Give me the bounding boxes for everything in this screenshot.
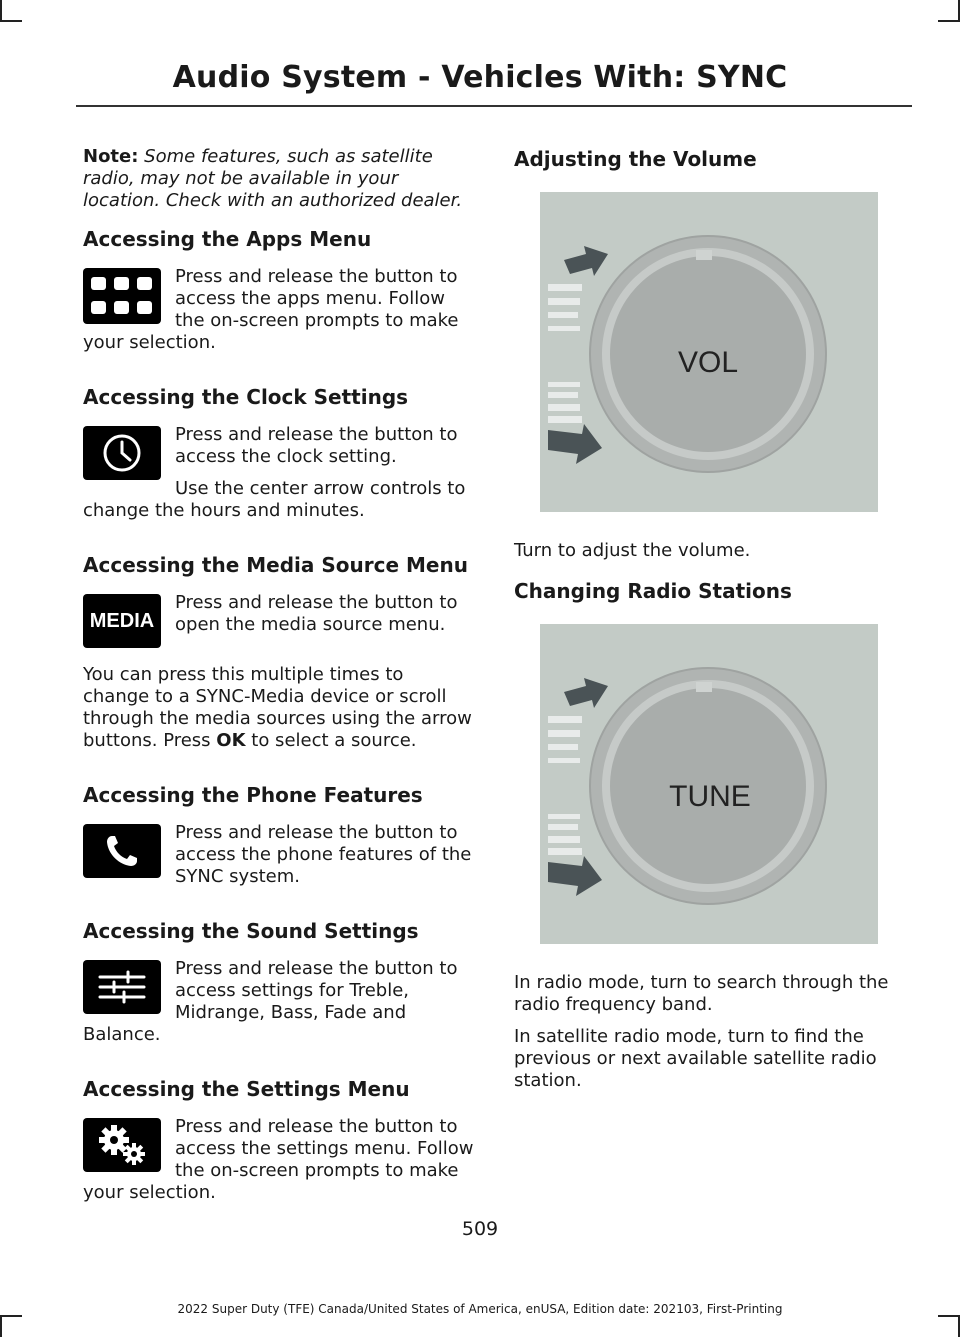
media-icon <box>83 594 161 648</box>
edition-text: 2022 Super Duty (TFE) Canada/United States of America, enUSA, Edition date: 202103, First-Printing <box>177 1302 783 1316</box>
ok-label: OK <box>216 730 246 751</box>
section-text: Press and release the button to access the phone features of the SYNC system. <box>175 822 472 887</box>
section-text: Press and release the button to open the media source menu. <box>175 592 458 635</box>
section-text: Press and release the button to access the clock setting. <box>175 424 458 467</box>
gears-icon <box>83 1118 161 1172</box>
section-text: Press and release the button to access settings for Treble, Midrange, Bass, Fade and Balance. <box>83 958 458 1045</box>
crop-mark <box>0 20 22 22</box>
section-phone-features <box>83 782 475 898</box>
page-title: Audio System - Vehicles With: SYNC <box>172 60 788 95</box>
section-heading: Accessing the Phone Features <box>83 783 423 807</box>
tune-knob-figure <box>540 624 878 944</box>
section-heading: Accessing the Settings Menu <box>83 1077 410 1101</box>
section-clock-settings <box>83 384 475 532</box>
section-heading: Accessing the Clock Settings <box>83 385 409 409</box>
media-icon-label: MEDIA <box>89 609 155 632</box>
section-heading: Accessing the Media Source Menu <box>83 553 468 577</box>
note <box>83 146 475 212</box>
knob-label: VOL <box>677 346 739 379</box>
sliders-icon <box>83 960 161 1014</box>
section-text-2: Use the center arrow controls to change the hours and minutes. <box>83 478 466 521</box>
apps-grid-icon <box>83 268 161 324</box>
section-text-2 <box>83 664 475 752</box>
phone-icon <box>83 824 161 878</box>
text-part: You can press this multiple times to change to a SYNC-Media device or scroll through the media sources using the arrow buttons. Press <box>83 664 472 751</box>
volume-knob-figure <box>540 192 878 512</box>
right-column <box>514 146 906 1102</box>
note-label: Note: <box>83 146 139 167</box>
note-text: Some features, such as satellite radio, may not be available in your location. Check with an authorized dealer. <box>83 146 463 211</box>
crop-mark <box>0 1315 2 1337</box>
left-column <box>83 146 475 1234</box>
crop-mark <box>0 0 2 22</box>
section-settings-menu <box>83 1076 475 1214</box>
crop-mark <box>938 20 960 22</box>
section-media-source <box>83 552 475 762</box>
tune-text-2: In satellite radio mode, turn to find the previous or next available satellite radio station. <box>514 1026 877 1091</box>
section-heading: Accessing the Apps Menu <box>83 227 372 251</box>
volume-text: Turn to adjust the volume. <box>514 540 751 561</box>
section-text: Press and release the button to access the apps menu. Follow the on-screen prompts to make your selection. <box>83 266 459 353</box>
knob-label: TUNE <box>669 780 751 813</box>
page-number: 509 <box>461 1218 499 1240</box>
section-apps-menu <box>83 226 475 364</box>
text-part: to select a source. <box>245 730 417 751</box>
section-text: Press and release the button to access the settings menu. Follow the on-screen prompts to make your selection. <box>83 1116 474 1203</box>
tune-text: In radio mode, turn to search through the radio frequency band. <box>514 972 889 1015</box>
section-heading-volume: Adjusting the Volume <box>514 147 757 171</box>
section-sound-settings <box>83 918 475 1056</box>
section-heading: Accessing the Sound Settings <box>83 919 419 943</box>
header-divider <box>76 105 912 107</box>
section-heading-tune: Changing Radio Stations <box>514 579 792 603</box>
clock-icon <box>83 426 161 480</box>
